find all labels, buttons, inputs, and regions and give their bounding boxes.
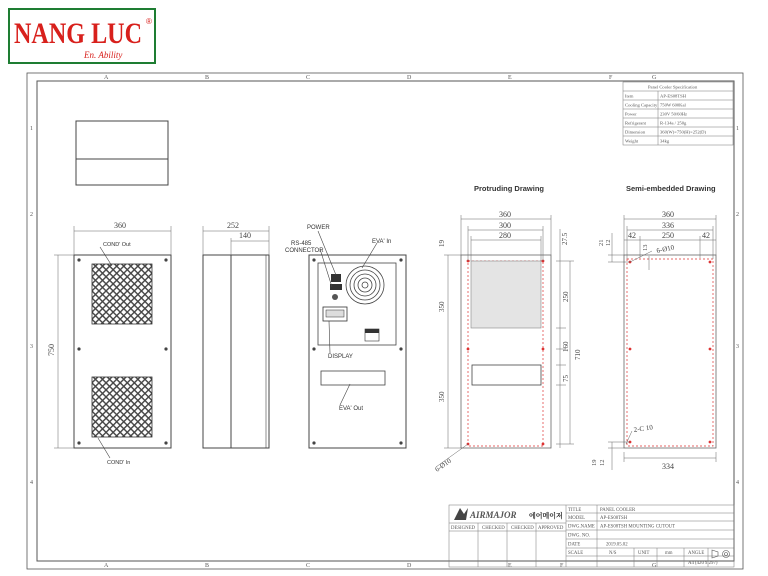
row-label-1: 1 (30, 126, 33, 132)
label-display: DISPLAY (328, 354, 353, 360)
col-label-e-bottom: E (508, 563, 512, 569)
row-label-3-right: 3 (736, 344, 739, 350)
label-cond-out: COND' Out (103, 242, 131, 248)
spec-value-weight: 34kg (660, 138, 670, 144)
dim-s-21: 21 (598, 239, 605, 246)
logo-brand: NANG LUC (14, 17, 142, 50)
row-label-3: 3 (30, 344, 33, 350)
back-view (309, 255, 406, 448)
logo-tagline: En. Ability (84, 50, 123, 60)
tb-model-label: MODEL (568, 516, 586, 521)
label-eva-in: EVA' In (372, 239, 392, 245)
spec-label-power: Power (625, 111, 637, 117)
col-label-g: G (652, 75, 657, 81)
spec-value-item: AP-ES08TSH (660, 93, 687, 99)
tb-model-value: AP-ES08TSH (600, 516, 628, 521)
protruding-drawing-title: Protruding Drawing (474, 184, 544, 193)
row-label-1-right: 1 (736, 126, 739, 132)
tb-scale-value: N/S (609, 551, 617, 556)
semi-embedded-drawing-title: Semi-embedded Drawing (626, 184, 716, 193)
dim-s-336: 336 (662, 221, 674, 230)
dim-s-12: 12 (605, 239, 612, 246)
spec-label-item: Item (625, 93, 634, 99)
tb-dwgno-label: DWG. NO. (568, 533, 590, 539)
dim-p-350b: 350 (438, 391, 446, 402)
dim-s-12b: 12 (599, 459, 606, 466)
tb-angle-label: ANGLE (688, 551, 705, 556)
projection-angle-icon (712, 550, 730, 558)
side-view (203, 255, 269, 448)
tb-scale-label: SCALE (568, 551, 584, 556)
col-label-g-bottom: G (652, 563, 657, 569)
spec-label-refrigerant: Refrigerant (625, 120, 646, 126)
dim-s-corner: 2-C 10 (633, 423, 654, 434)
dim-s-360: 360 (662, 210, 674, 219)
top-view (76, 121, 168, 185)
spec-value-power: 230V 50/60Hz (660, 111, 688, 117)
airmajor-logo-icon (454, 508, 468, 520)
title-block-brand: AIRMAJOR (470, 510, 517, 520)
dim-p-160: 160 (562, 341, 570, 352)
tb-paper-size: A4 (420 x 297) (688, 561, 718, 566)
tb-date-label: DATE (568, 542, 581, 548)
condenser-outlet-grille (92, 264, 152, 324)
dim-p-300: 300 (499, 221, 511, 230)
dim-s-holes: 6-Ø10 (655, 243, 675, 255)
col-label-a: A (104, 75, 109, 81)
dim-p-280: 280 (499, 231, 511, 240)
dim-p-360: 360 (499, 210, 511, 219)
condenser-inlet-grille (92, 377, 152, 437)
label-power: POWER (307, 225, 330, 231)
side-view-dimensions (203, 226, 269, 255)
dim-s-42b: 42 (702, 231, 710, 240)
sign-approved-label: APPROVED (538, 526, 564, 531)
spec-value-capacity: 750W 600Kal (660, 102, 686, 108)
spec-label-capacity: Cooling Capacity (625, 102, 658, 108)
col-label-f: F (609, 75, 613, 81)
dim-side-inner: 140 (239, 231, 251, 240)
dim-p-250: 250 (562, 291, 570, 302)
col-label-a-bottom: A (104, 563, 109, 569)
tb-date-value: 2019.05.02 (606, 542, 628, 548)
spec-label-dimension: Dimension (625, 129, 646, 135)
sign-designed-label: DESIGNED (451, 526, 475, 531)
col-label-c-bottom: C (306, 563, 311, 569)
spec-table-title: Panel Cooler Specification (648, 84, 698, 90)
col-label-b-bottom: B (205, 563, 210, 569)
dim-p-710-visible: 710 (574, 349, 582, 360)
tb-dwgname-label: DWG.NAME (568, 524, 595, 530)
dim-p-27-5: 27.5 (561, 232, 569, 245)
dim-p-350a: 350 (438, 301, 446, 312)
label-connector: CONNECTOR (285, 248, 324, 254)
title-block-brand-kr: 에어메이저 (529, 513, 563, 520)
semi-embedded-cutout (624, 255, 716, 448)
row-label-4-right: 4 (736, 480, 739, 486)
row-label-4: 4 (30, 480, 33, 486)
dim-p-holes: 6-Ø10 (433, 456, 453, 474)
row-label-2-right: 2 (736, 212, 739, 218)
evaporator-outlet-slot (321, 371, 385, 385)
dim-s-19: 19 (591, 459, 598, 466)
row-label-2: 2 (30, 212, 33, 218)
tb-dwgname-value: AP-ES08TSH MOUNTING CUTOUT (600, 524, 676, 530)
col-label-e: E (508, 75, 512, 81)
spec-value-refrigerant: R-134a / 250g (660, 120, 687, 126)
label-cond-in: COND' In (107, 460, 131, 466)
col-label-d: D (407, 75, 412, 81)
col-label-d-bottom: D (407, 563, 412, 569)
tb-title-label: TITLE (568, 508, 582, 513)
dim-s-13: 13 (642, 244, 649, 251)
label-eva-out: EVA' Out (339, 406, 364, 412)
tb-title-value: PANEL COOLER (600, 508, 636, 513)
col-label-b: B (205, 75, 210, 81)
protruding-cutout (461, 255, 551, 448)
front-view (74, 255, 171, 448)
dim-s-250: 250 (662, 231, 674, 240)
sign-checked-label-2: CHECKED (511, 526, 534, 531)
dim-s-334: 334 (662, 462, 674, 471)
col-label-f-bottom: F (560, 563, 564, 569)
tb-unit-value: mm (665, 551, 673, 556)
col-label-c: C (306, 75, 311, 81)
sign-checked-label-1: CHECKED (482, 526, 505, 531)
dim-front-height: 750 (47, 344, 56, 356)
dim-s-42a: 42 (628, 231, 636, 240)
dim-p-75: 75 (562, 375, 570, 382)
label-rs485: RS-485 (291, 241, 312, 247)
dim-front-width: 360 (114, 221, 126, 230)
spec-label-weight: Weight (625, 138, 639, 144)
logo-mark: ® (146, 17, 152, 26)
tb-unit-label: UNIT (638, 551, 650, 556)
spec-value-dimension: 360(W)×750(H)×252(D) (660, 129, 707, 135)
dim-side-depth: 252 (227, 221, 239, 230)
dim-p-19: 19 (438, 240, 446, 247)
